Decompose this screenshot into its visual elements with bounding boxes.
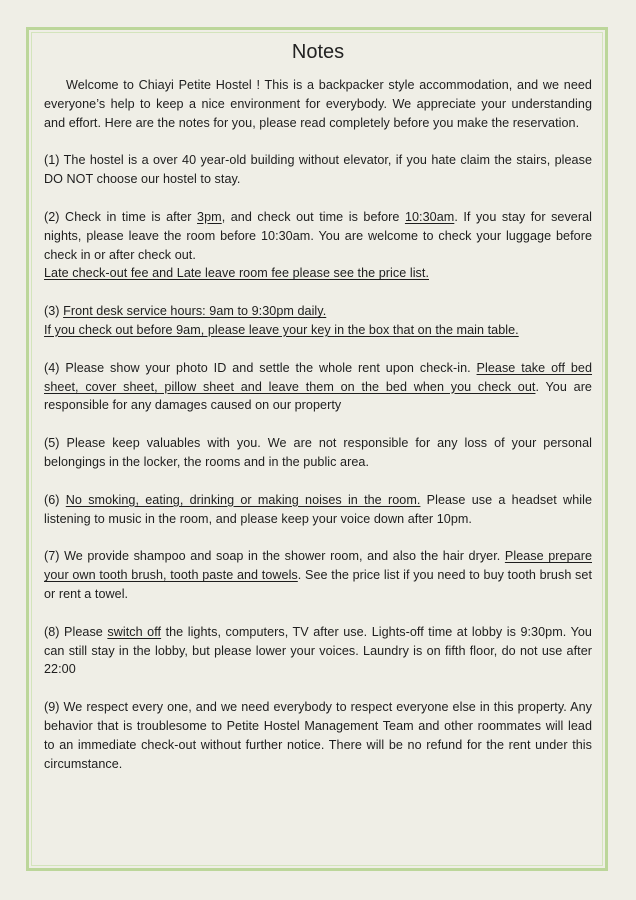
late-fee-note: Late check-out fee and Late leave room fee please see the price list. xyxy=(44,266,429,281)
check-in-time: 3pm xyxy=(197,209,222,224)
note-item-8 xyxy=(44,623,592,679)
note-item-7 xyxy=(44,547,592,603)
note-item-9: (9) We respect every one, and we need everybody to respect everyone else in this property. Any behavior that is troublesome to Petite Hostel Management Team and other roommates will lead to an immediate check-out without further notice. There will be no refund for the rent under this circumstance. xyxy=(44,700,592,771)
note-text: (2) Check in time is after xyxy=(44,209,198,224)
note-item-5: (5) Please keep valuables with you. We are not responsible for any loss of your personal belongings in the locker, the rooms and in the public area. xyxy=(44,436,592,469)
notes-document xyxy=(44,38,592,773)
note-item-3 xyxy=(44,302,592,340)
note-text: (7) We provide shampoo and soap in the shower room, and also the hair dryer. xyxy=(44,549,505,564)
note-text: Please use a headset while listening to music in the room, and please keep your voice down after 10pm. xyxy=(44,492,593,526)
toiletries-note: Please prepare your own tooth brush, tooth paste and towels xyxy=(44,549,592,583)
front-desk-hours: Front desk service hours: 9am to 9:30pm daily. xyxy=(63,304,327,319)
early-checkout-note: If you check out before 9am, please leave your key in the box that on the main table. xyxy=(44,322,519,337)
note-text: , and check out time is before xyxy=(221,209,405,224)
intro-paragraph: Welcome to Chiayi Petite Hostel ! This is a backpacker style accommodation, and we need everyone’s help to keep a nice environment for everybody. We appreciate your understanding and effort. Here are the notes for you, please read completely before you make the reservation. xyxy=(44,78,592,130)
check-out-time: 10:30am xyxy=(404,209,455,224)
note-item-4 xyxy=(44,359,592,415)
note-text: . If you stay for several nights, please leave the room before 10:30am. You are welcome to check your luggage before check in or after check out. xyxy=(44,209,593,262)
note-item-2 xyxy=(44,208,592,283)
bed-sheet-note: Please take off bed sheet, cover sheet, pillow sheet and leave them on the bed when you check out xyxy=(44,360,593,394)
note-text: (6) xyxy=(44,492,66,507)
note-text: (3) xyxy=(44,304,64,319)
note-item-1: (1) The hostel is a over 40 year-old building without elevator, if you hate claim the stairs, please DO NOT choose our hostel to stay. xyxy=(44,153,592,187)
page-title: Notes xyxy=(291,41,345,63)
note-text: . You are responsible for any damages caused on our property xyxy=(44,379,592,413)
switch-off-note: switch off xyxy=(107,624,162,639)
no-smoking-note: No smoking, eating, drinking or making noises in the room. xyxy=(65,492,421,507)
note-item-6 xyxy=(44,491,592,529)
note-text: . See the price list if you need to buy tooth brush set or rent a towel. xyxy=(44,568,593,601)
note-text: the lights, computers, TV after use. Lights-off time at lobby is 9:30pm. You can still stay in the lobby, but please lower your voices. Laundry is on fifth floor, do not use after 22:00 xyxy=(44,624,592,677)
note-text: (8) Please xyxy=(44,624,108,639)
note-text: (4) Please show your photo ID and settle the whole rent upon check-in. xyxy=(44,360,477,375)
